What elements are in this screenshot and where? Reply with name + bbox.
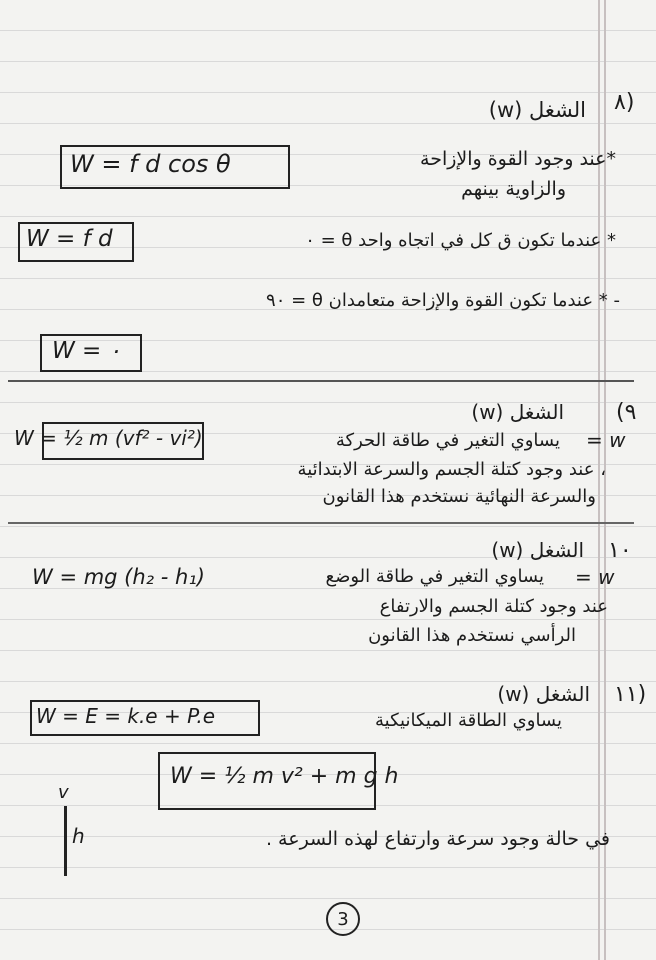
text-line: والزاوية بينهم — [461, 178, 566, 200]
height-diagram-line — [64, 806, 67, 876]
section-number: ٨) — [614, 90, 635, 115]
formula-kinetic-work: W = ½ m (vf² - vi²) — [14, 426, 203, 450]
section-number: (٩ — [616, 400, 637, 425]
text-line: *عند وجود القوة والإزاحة — [420, 148, 616, 170]
section-number: ١١) — [614, 682, 647, 707]
section-divider — [8, 380, 634, 382]
diagram-velocity-label: v — [58, 782, 69, 803]
section-divider — [8, 522, 634, 524]
text-line: يساوي الطاقة الميكانيكية — [375, 710, 562, 731]
formula-work-cos: W = f d cos θ — [70, 150, 231, 178]
diagram-height-label: h — [72, 824, 85, 848]
text-line: * عندما تكون ق كل في اتجاه واحد θ = ٠ — [305, 230, 616, 251]
side-equals: = w — [575, 565, 615, 589]
formula-work-fd: W = f d — [26, 226, 113, 252]
section-heading: الشغل (w) — [491, 538, 584, 562]
text-line: عند وجود كتلة الجسم والارتفاع — [379, 596, 608, 617]
text-line: الرأسي نستخدم هذا القانون — [368, 625, 576, 646]
section-number: ١٠ — [608, 538, 632, 563]
text-line: والسرعة النهائية نستخدم هذا القانون — [322, 486, 596, 507]
section-heading: الشغل (w) — [471, 400, 564, 424]
margin-line — [598, 0, 600, 960]
margin-line — [604, 0, 606, 960]
page-number: 3 — [326, 902, 360, 936]
side-equals: = w — [586, 428, 626, 452]
formula-work-energy: W = ½ m v² + m g h — [170, 764, 399, 789]
text-line: ، عند وجود كتلة الجسم والسرعة الابتدائية — [297, 459, 606, 480]
section-heading: الشغل (w) — [497, 682, 590, 706]
formula-work-zero: W = ٠ — [52, 338, 121, 364]
formula-mechanical-work: W = E = k.e + P.e — [36, 704, 216, 728]
text-line: يساوي التغير في طاقة الوضع — [325, 566, 544, 587]
text-line: يساوي التغير في طاقة الحركة — [335, 430, 560, 451]
text-line: في حالة وجود سرعة وارتفاع لهذه السرعة . — [265, 828, 610, 850]
section-heading: الشغل (w) — [488, 98, 586, 122]
text-line: - * عندما تكون القوة والإزاحة متعامدان θ = ٩٠ — [266, 290, 620, 311]
formula-potential-work: W = mg (h₂ - h₁) — [32, 565, 205, 589]
